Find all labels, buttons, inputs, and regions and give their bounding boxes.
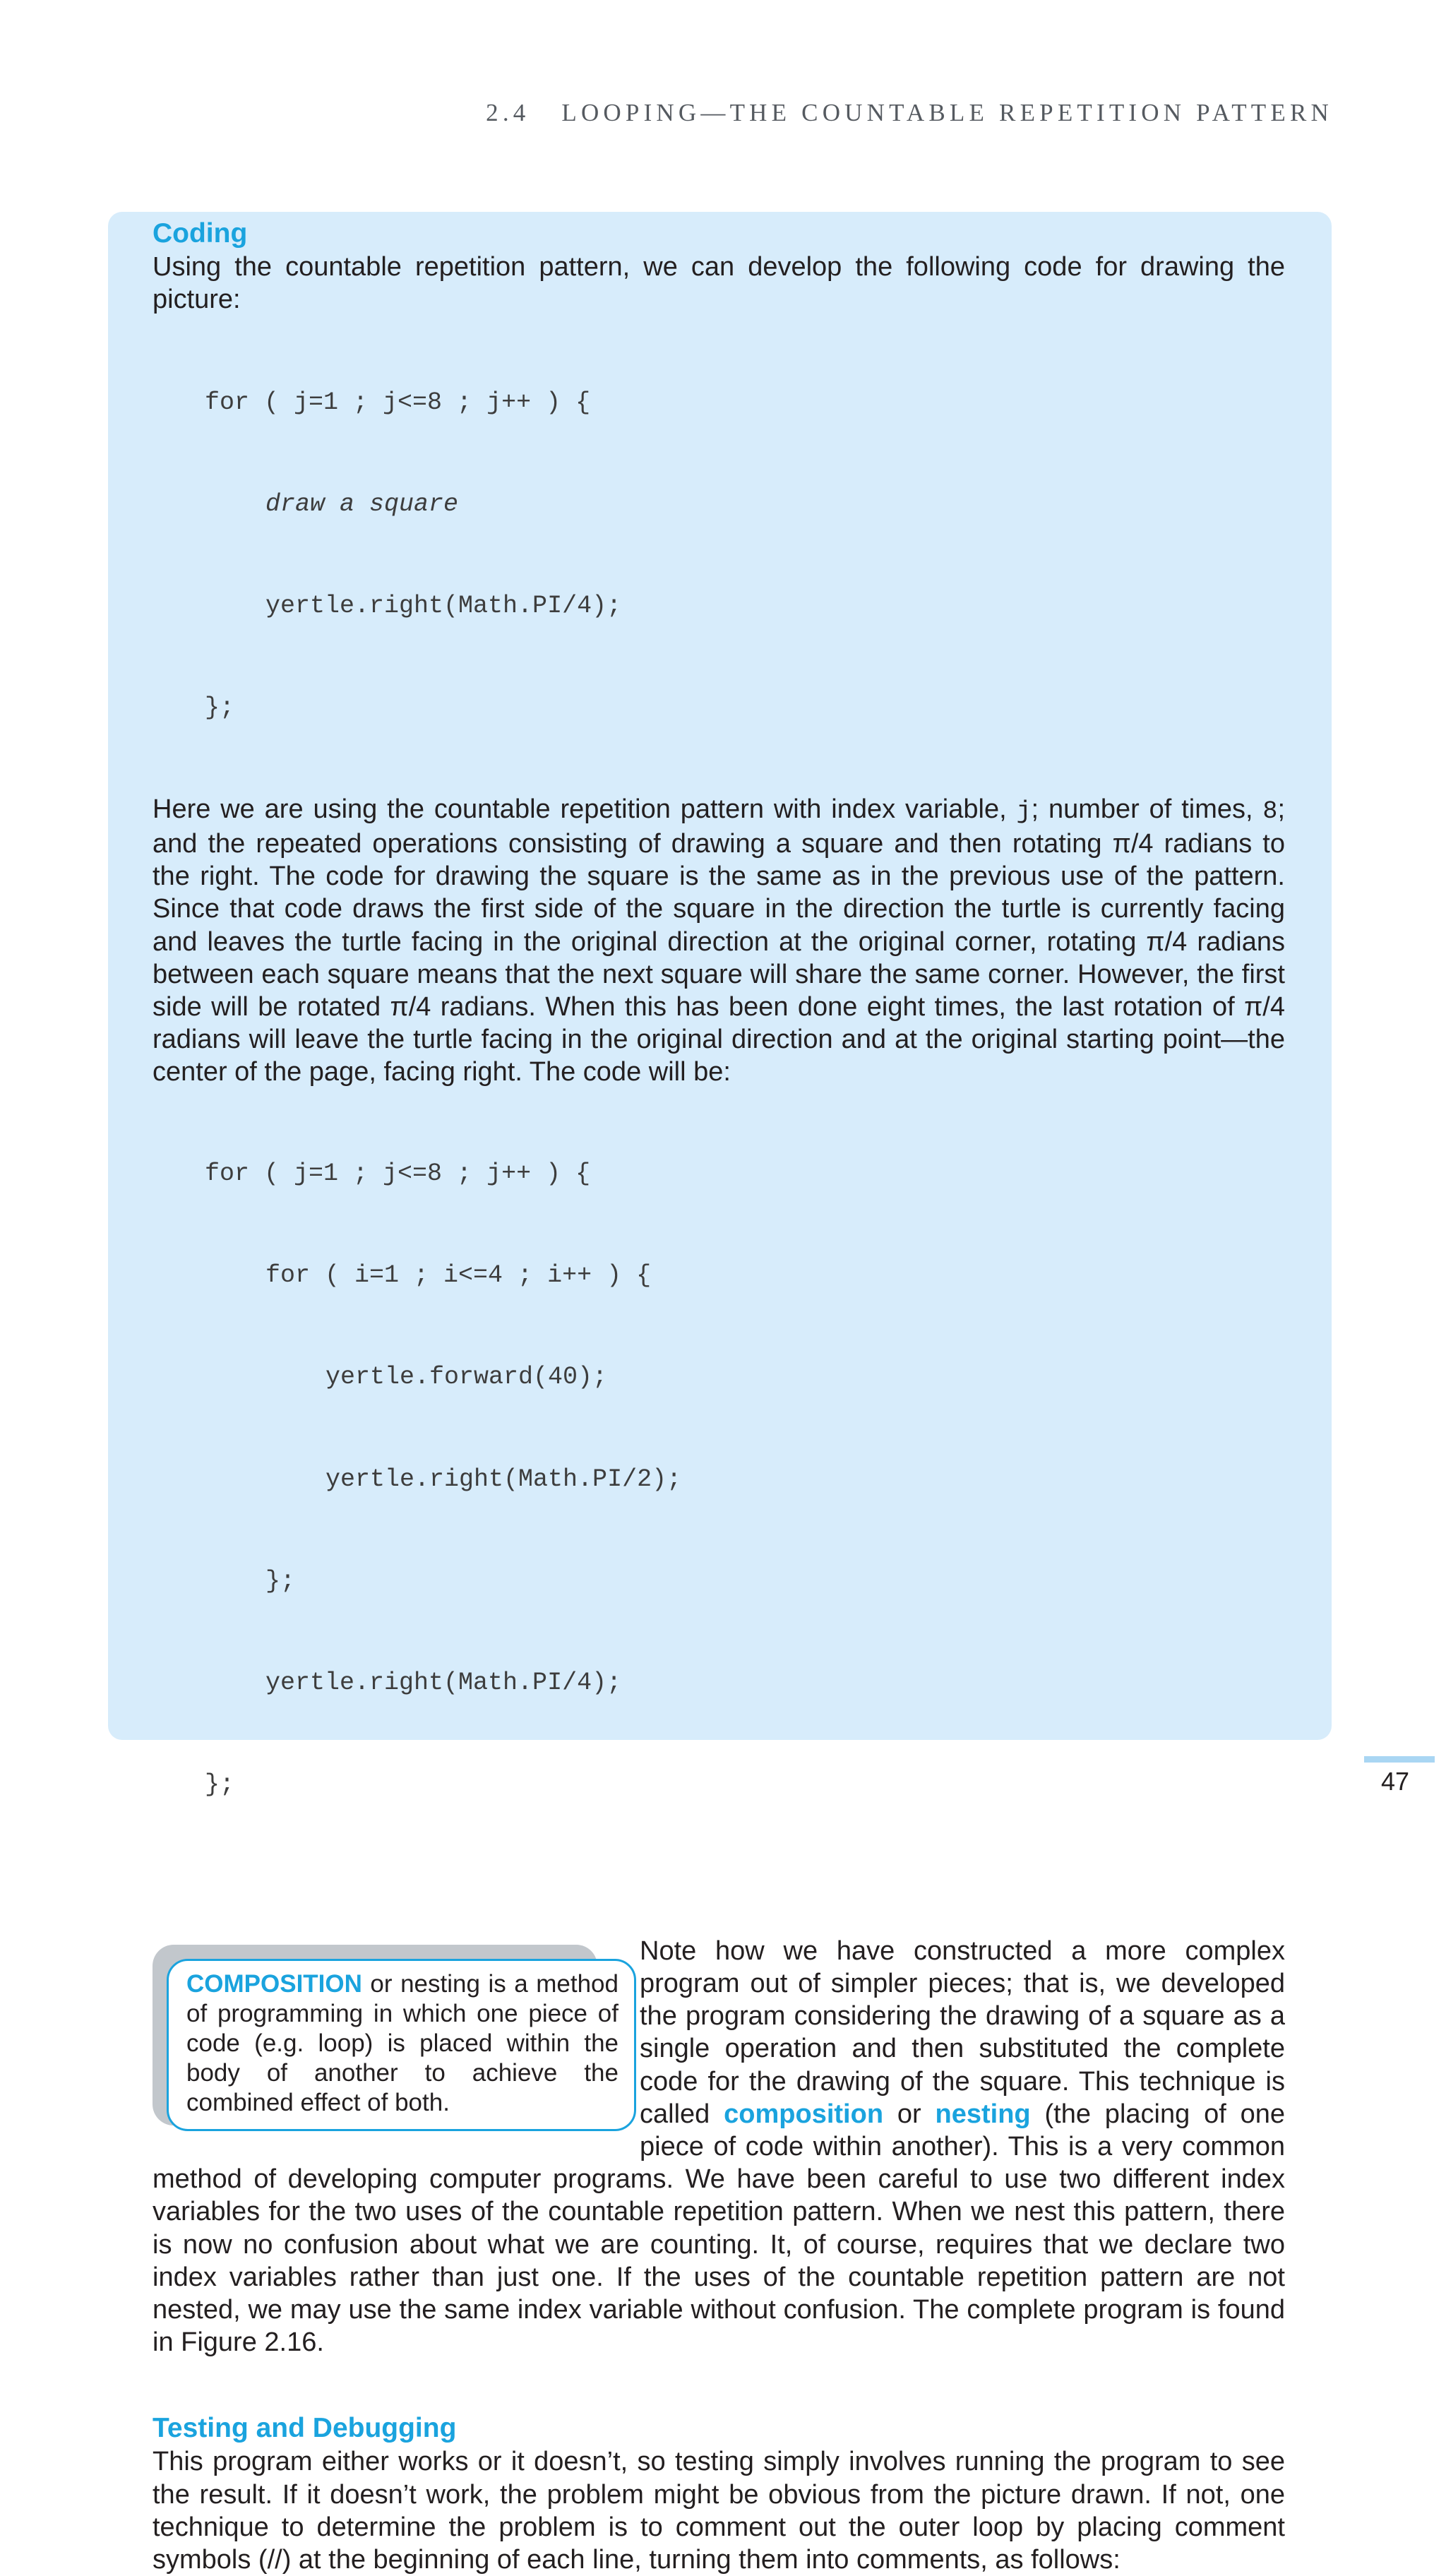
margin-note <box>153 1945 640 2157</box>
keyword-nesting: nesting <box>935 2099 1031 2129</box>
code-line: for ( j=1 ; j<=8 ; j++ ) { <box>205 388 591 417</box>
heading-testing-debugging: Testing and Debugging <box>153 2413 457 2444</box>
code-line: yertle.right(Math.PI/4); <box>265 1669 622 1698</box>
margin-note-term: COMPOSITION <box>186 1969 362 1998</box>
page-number: 47 <box>1380 1767 1409 1796</box>
paragraph-countable-repetition <box>153 793 1285 1089</box>
margin-note-box <box>167 1959 636 2131</box>
folio-rule <box>1364 1756 1435 1763</box>
section-gap <box>153 2359 1285 2411</box>
section-title: LOOPING—THE COUNTABLE REPETITION PATTERN <box>561 99 1333 126</box>
panel-content <box>153 217 1285 2576</box>
code-line: yertle.right(Math.PI/4); <box>265 592 622 621</box>
heading-coding: Coding <box>153 218 248 249</box>
inline-code-8: 8 <box>1262 797 1278 825</box>
keyword-composition: composition <box>724 2099 884 2129</box>
code-line: draw a square <box>265 489 459 518</box>
code-line: yertle.right(Math.PI/2); <box>325 1465 682 1493</box>
text-run: Here we are using the countable repetition pattern with index variable, <box>153 794 1017 824</box>
text-run: (the placing of one piece of code within another). This is a very common method of developing computer programs. We have been careful to use two different index variables for the two uses of the countable repetition pattern. When we nest this pattern, there is now no confusion about what we are counting. It, of course, requires that we declare two index variables rather than just one. If the uses of the countable repetition pattern are not nested, we may use the same index variable without confusion. The complete program is found in Figure 2.16. <box>153 2099 1286 2358</box>
code-block-1 <box>153 317 1285 792</box>
paragraph-testing: This program either works or it doesn’t, so testing simply involves running the program to see the result. If it doesn’t work, the problem might be obvious from the picture drawn. If not, one technique to determine the problem is to comment out the outer loop by placing comment symbols (//) at the beginning of each line, turning them into comments, as follows: <box>153 2447 1285 2575</box>
code-line: for ( j=1 ; j<=8 ; j++ ) { <box>205 1159 591 1188</box>
text-run: ; and the repeated operations consisting of drawing a square and then rotating π/4 radians to the right. The code for drawing the square is the same as in the previous use of the pattern. Since that code draws the first side of the square in the direction the turtle is currently facing and leaves the turtle facing in the original direction at the original corner, rotating π/4 radians between each square means that the next square will share the same corner. However, the first side will be rotated π/4 radians. When this has been done eight times, the last rotation of π/4 radians will leave the turtle facing in the original direction and at the original starting point—the center of the page, facing right. The code will be: <box>153 794 1285 1087</box>
section-number: 2.4 <box>486 99 530 126</box>
coding-intro: Using the countable repetition pattern, we can develop the following code for drawing the picture: <box>153 252 1285 315</box>
code-line: for ( i=1 ; i<=4 ; i++ ) { <box>265 1261 652 1290</box>
float-spacer <box>153 1870 1285 1935</box>
inline-code-j: j <box>1016 797 1032 825</box>
code-line: }; <box>205 693 235 722</box>
margin-note-text: or nesting is a method of programming in which one piece of code (e.g. loop) is placed within the body of another to achieve the combined effect of both. <box>186 1969 619 2116</box>
paragraph-composition <box>153 1870 1285 2359</box>
text-run: Note how we have constructed a more complex program out of simpler pieces; that is, we developed the program considering the drawing of a square as a single operation and then substituted the complete code for the drawing of the square. This technique is called <box>640 1936 1285 2129</box>
code-line: }; <box>205 1770 235 1799</box>
text-run: or <box>883 2099 936 2129</box>
running-head <box>486 99 1333 127</box>
text-run: ; number of times, <box>1031 794 1263 824</box>
code-block-2 <box>153 1089 1285 1870</box>
code-line: yertle.forward(40); <box>325 1363 608 1392</box>
code-line: }; <box>265 1566 296 1595</box>
